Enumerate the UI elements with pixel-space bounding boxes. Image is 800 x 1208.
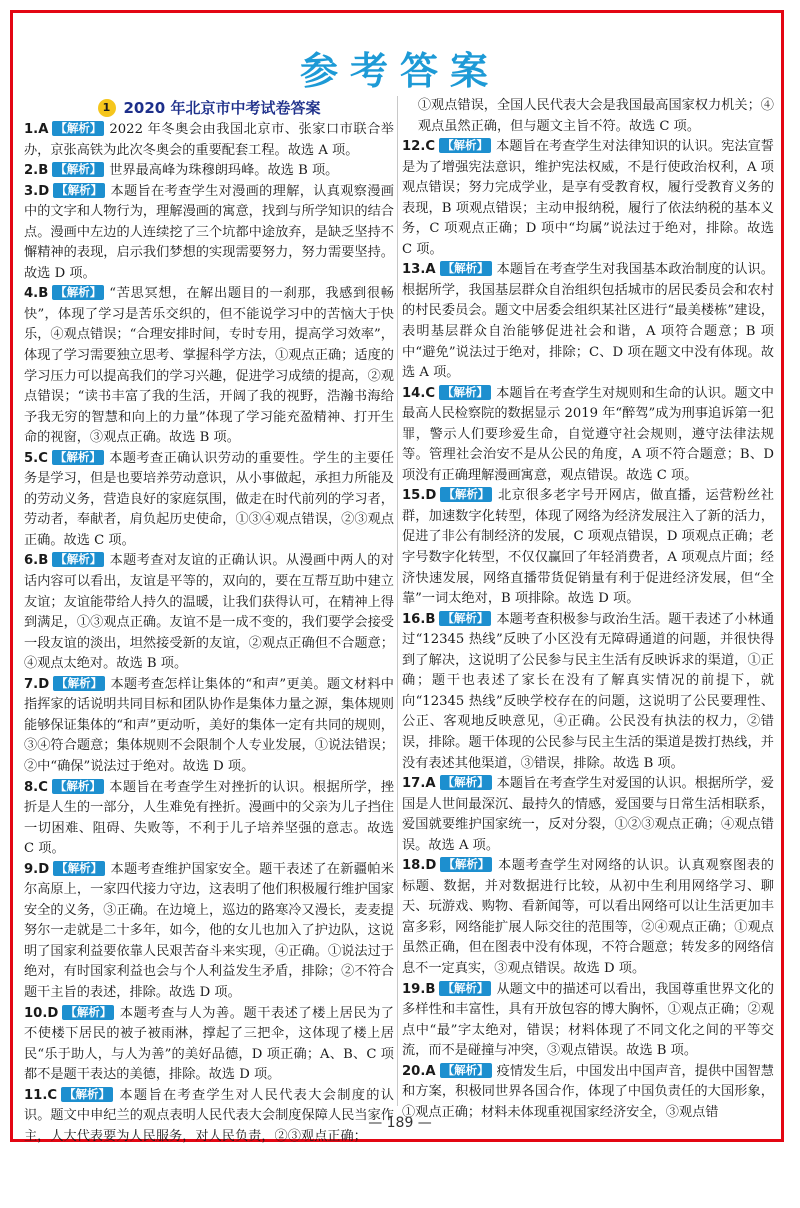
question-number: 8.: [24, 779, 39, 795]
answer-letter: C: [47, 1087, 58, 1103]
question-number: 2.: [24, 163, 39, 179]
answer-item: [402, 774, 774, 856]
analysis-tag: 【解析】: [440, 1063, 492, 1078]
answer-item: [24, 182, 394, 285]
question-number: 12.: [402, 139, 426, 155]
answer-item: [24, 120, 394, 161]
answer-letter: D: [38, 861, 50, 877]
column-divider: [397, 96, 398, 1106]
analysis-text: 从题文中的描述可以看出，我国尊重世界文化的多样性和丰富性，具有开放包容的博大胸怀，①观点正确；②观点中“最”字太绝对，错误；材料体现了不同文化之间的平等交流，而不是碰撞与冲突，③观点错误。故选 B 项。: [402, 981, 774, 1059]
answer-list-right: [402, 137, 774, 1123]
analysis-text: 本题旨在考查学生对我国基本政治制度的认识。根据所学，我国基层群众自治组织包括城市的居民委员会和农村的村民委员会。题文中居委会组织某社区进行“最美楼栋”建设，表明基层群众自治能够促进社会和谐，A 项符合题意；B 项中“避免”说法过于绝对，排除；C、D 项在题文中没有体现。故选 A 项。: [402, 262, 774, 381]
answer-item: [24, 449, 394, 552]
analysis-tag: 【解析】: [53, 183, 105, 198]
analysis-tag: 【解析】: [440, 857, 492, 872]
page-title: 参考答案: [299, 49, 500, 93]
answer-item: [402, 980, 774, 1062]
answer-letter: A: [425, 1063, 436, 1079]
analysis-tag: 【解析】: [52, 779, 104, 794]
question-number: 20.: [402, 1063, 426, 1079]
page-number: — 189 —: [368, 1115, 432, 1131]
section-number-badge: 1: [98, 99, 116, 117]
question-number: 18.: [402, 858, 426, 874]
answer-letter: B: [425, 981, 436, 997]
analysis-text: 本题考查维护国家安全。题干表述了在新疆帕米尔高原上，一家四代接力守边，这表明了他们积极履行维护国家安全的义务，③正确。在边境上，巡边的路寒冷又漫长，麦麦提努尔一走就是二十多年，如今，他的女儿也加入了护边队，这说明了国家利益要依靠人民艰苦奋斗来实现，④正确。①说法过于绝对，有时国家利益也会与个人利益发生矛盾，排除；②不符合题干主旨的表述，排除。故选 D 项。: [24, 861, 394, 1000]
analysis-text: 世界最高峰为珠穆朗玛峰。故选 B 项。: [109, 163, 339, 179]
answer-item: [24, 284, 394, 448]
answer-list-left: [24, 120, 394, 1147]
question-number: 19.: [402, 981, 426, 997]
answer-letter: C: [425, 385, 436, 401]
analysis-text: 疫情发生后，中国发出中国声音，提供中国智慧和方案，积极同世界各国合作，体现了中国负责任的大国形象，①观点正确；材料未体现重视国家经济安全，③观点错: [402, 1063, 774, 1120]
answer-item: [402, 610, 774, 774]
answer-item: [402, 384, 774, 487]
analysis-tag: 【解析】: [439, 138, 491, 153]
analysis-text: 本题旨在考查学生对规则和生命的认识。题文中最高人民检察院的数据显示 2019 年“醉驾”成为刑事追诉第一犯罪，警示人们要珍爱生命，自觉遵守社会规则，遵守法律法规等。管理社会治安不是从公民的角度，A 项不符合题意；B、D 项没有正确理解漫画寓意，观点错误。故选 C 项。: [402, 385, 774, 483]
analysis-tag: 【解析】: [439, 981, 491, 996]
analysis-tag: 【解析】: [62, 1005, 114, 1020]
answer-letter: D: [425, 488, 437, 504]
question-number: 3.: [24, 183, 39, 199]
analysis-text: 本题旨在考查学生对挫折的认识。根据所学，挫折是人生的一部分，人生难免有挫折。漫画中的父亲为儿子挡住一切困难、阻碍、失败等，不利于儿子培养坚强的意志。故选 C 项。: [24, 779, 394, 857]
answer-item: [24, 675, 394, 778]
answer-item: [402, 260, 774, 383]
analysis-text: 本题考查积极参与政治生活。题干表述了小林通过“12345 热线”反映了小区没有无障碍通道的问题，并很快得到了解决，这说明了公民参与民主生活有反映诉求的渠道，①正确；题干也表述了家长在没有了解真实情况的前提下，就向“12345 热线”反映学校存在的问题，这说明了公民要理性、公正、客观地反映意见，④正确。公民没有执法的权力，②错误，排除。题干体现的公民参与民主生活的渠道是拨打热线，并没有表述其他渠道，③错误，排除。故选 B 项。: [402, 611, 774, 771]
answer-item: [24, 161, 394, 182]
analysis-text: 2022 年冬奥会由我国北京市、张家口市联合举办，京张高铁为此次冬奥会的重要配套工程。故选 A 项。: [24, 122, 394, 158]
analysis-text: 本题旨在考查学生对法律知识的认识。宪法宣誓是为了增强宪法意识，维护宪法权威，不是行使政治权利，A 项观点错误；努力完成学业，是享有受教育权，履行受教育义务的表现，B 项观点错误；主动申报纳税，履行了依法纳税的基本义务，C 项观点正确；D 项中“均属”说法过于绝对，排除。故选 C 项。: [402, 139, 774, 257]
answer-letter: B: [38, 553, 49, 569]
analysis-tag: 【解析】: [439, 385, 491, 400]
analysis-tag: 【解析】: [52, 285, 104, 300]
question-number: 15.: [402, 488, 426, 504]
question-number: 16.: [402, 611, 426, 627]
analysis-text: 北京很多老字号开网店，做直播，运营粉丝社群，加速数字化转型，体现了网络为经济发展注入了新的活力，促进了非公有制经济的发展，C 项观点错误，D 项观点正确；老字号数字化转型，不仅仅赢回了年轻消费者，A 项观点片面；经济快速发展，网络直播带货促销量有利于促进经济发展，但“全靠”一词太绝对，B 项排除。故选 D 项。: [402, 488, 774, 607]
answer-letter: A: [425, 262, 436, 278]
answer-letter: D: [47, 1005, 59, 1021]
right-column: [402, 96, 774, 1120]
analysis-tag: 【解析】: [440, 261, 492, 276]
analysis-tag: 【解析】: [440, 487, 492, 502]
analysis-tag: 【解析】: [52, 552, 104, 567]
analysis-tag: 【解析】: [61, 1087, 113, 1102]
analysis-text: 本题旨在考查学生对漫画的理解，认真观察漫画中的文字和人物行为，理解漫画的寓意，找到与所学知识的结合点。漫画中左边的人连续挖了三个坑都中途放弃，是缺乏坚持不懈精神的表现，启示我们梦想的实现需要努力，努力需要坚持。故选 D 项。: [24, 183, 394, 281]
answer-letter: A: [38, 122, 49, 137]
question-number: 11.: [24, 1087, 48, 1103]
answer-letter: D: [425, 858, 437, 874]
question-number: 10.: [24, 1005, 48, 1021]
analysis-text: “苦思冥想，在解出题目的一刹那，我感到很畅快”，体现了学习是苦乐交织的，但不能说学习中的苦恼大于快乐，④观点错误；“合理安排时间，专时专用，提高学习效率”，体现了学习需要独立思考、掌握科学方法，①观点正确；适度的学习压力可以提高我们的学习兴趣，促进学习成绩的提高，②观点错误；“读书丰富了我的生活，开阔了我的视野，浩瀚书海给予我无穷的智慧和向上的力量”体现了学习能充盈精神、打开生命的视窗，③观点正确。故选 B 项。: [24, 286, 394, 446]
question-number: 9.: [24, 861, 39, 877]
section-heading: [24, 96, 394, 120]
answer-letter: C: [425, 139, 436, 155]
answer-item: [24, 1004, 394, 1086]
analysis-text: 本题考查正确认识劳动的重要性。学生的主要任务是学习，但是也要培养劳动意识，从小事做起，承担力所能及的劳动义务，营造良好的家庭氛围，做走在时代前列的学习者，劳动者，奉献者，肩负起历史使命，①③④观点错误，②③观点正确。故选 C 项。: [24, 450, 394, 548]
answer-item: [24, 860, 394, 1004]
answer-letter: B: [425, 611, 436, 627]
answer-letter: B: [38, 286, 49, 302]
answer-letter: B: [38, 163, 49, 179]
section-title: 2020 年北京市中考试卷答案: [123, 98, 321, 117]
analysis-text: 本题旨在考查学生对人民代表大会制度的认识。题文中申纪兰的观点表明人民代表大会制度保障人民当家作主，人大代表要为人民服务，对人民负责，②③观点正确；: [24, 1087, 394, 1144]
analysis-tag: 【解析】: [440, 775, 492, 790]
question-number: 4.: [24, 286, 39, 302]
question-number: 17.: [402, 776, 426, 792]
question-number: 7.: [24, 676, 39, 692]
answer-letter: D: [38, 676, 50, 692]
question-number: 1.: [24, 122, 39, 137]
answer-item: [24, 778, 394, 860]
question-number: 13.: [402, 262, 426, 278]
left-column: [24, 96, 394, 1144]
answer-item: [402, 486, 774, 609]
question-number: 5.: [24, 450, 39, 466]
answer-item: [402, 856, 774, 979]
answer-letter: A: [425, 776, 436, 792]
continuation-text: ①观点错误，全国人民代表大会是我国最高国家权力机关；④观点虽然正确，但与题文主旨不符。故选 C 项。: [417, 98, 774, 134]
analysis-text: 本题考查学生对网络的认识。认真观察图表的标题、数据，并对数据进行比较，从初中生利用网络学习、聊天、玩游戏、购物、看新闻等，可以看出网络可以让生活更加丰富多彩，网络能扩展人际交往的范围等，②④观点正确；①观点虽然正确，但在图表中没有体现，不符合题意；转发多的网络信息不一定真实，③观点错误。故选 D 项。: [402, 858, 774, 976]
analysis-text: 本题考查对友谊的正确认识。从漫画中两人的对话内容可以看出，友谊是平等的，双向的，要在互帮互助中建立友谊；友谊能带给人持久的温暖，让我们获得认可，在精神上得到满足，①③观点正确。友谊不是一成不变的，我们要学会接受一段友谊的淡出，坦然接受新的友谊，②观点正确但不合题意；④观点太绝对。故选 B 项。: [24, 553, 394, 672]
answer-letter: C: [38, 450, 48, 466]
answer-item: [24, 551, 394, 674]
analysis-tag: 【解析】: [53, 861, 105, 876]
analysis-tag: 【解析】: [52, 162, 104, 177]
question-number: 6.: [24, 553, 39, 569]
analysis-tag: 【解析】: [439, 611, 491, 626]
analysis-tag: 【解析】: [52, 450, 104, 465]
analysis-text: 本题考查与人为善。题干表述了楼上居民为了不使楼下居民的被子被雨淋，撑起了三把伞，这体现了楼上居民“乐于助人，与人为善”的美好品德，D 项正确；A、B、C 项都不是题干表达的美德，排除。故选 D 项。: [24, 1005, 394, 1083]
analysis-tag: 【解析】: [53, 676, 105, 691]
analysis-text: 本题考查怎样让集体的“和声”更美。题文材料中指挥家的话说明共同目标和团队协作是集体力量之源，集体规则能够保证集体的“和声”更动听，美好的集体一定有共同的规则，③④符合题意；集体规则不会限制个人专业发展，①说法错误；②中“确保”说法过于绝对。故选 D 项。: [24, 676, 394, 774]
analysis-tag: 【解析】: [52, 121, 104, 136]
analysis-text: 本题旨在考查学生对爱国的认识。根据所学，爱国是人世间最深沉、最持久的情感，爱国要与日常生活相联系，爱国就要维护国家统一，反对分裂，①②③观点正确；④观点错误。故选 A 项。: [402, 776, 774, 853]
answer-item: [402, 137, 774, 260]
answer-letter: D: [38, 183, 50, 199]
answer-letter: C: [38, 779, 48, 795]
question-number: 14.: [402, 385, 426, 401]
